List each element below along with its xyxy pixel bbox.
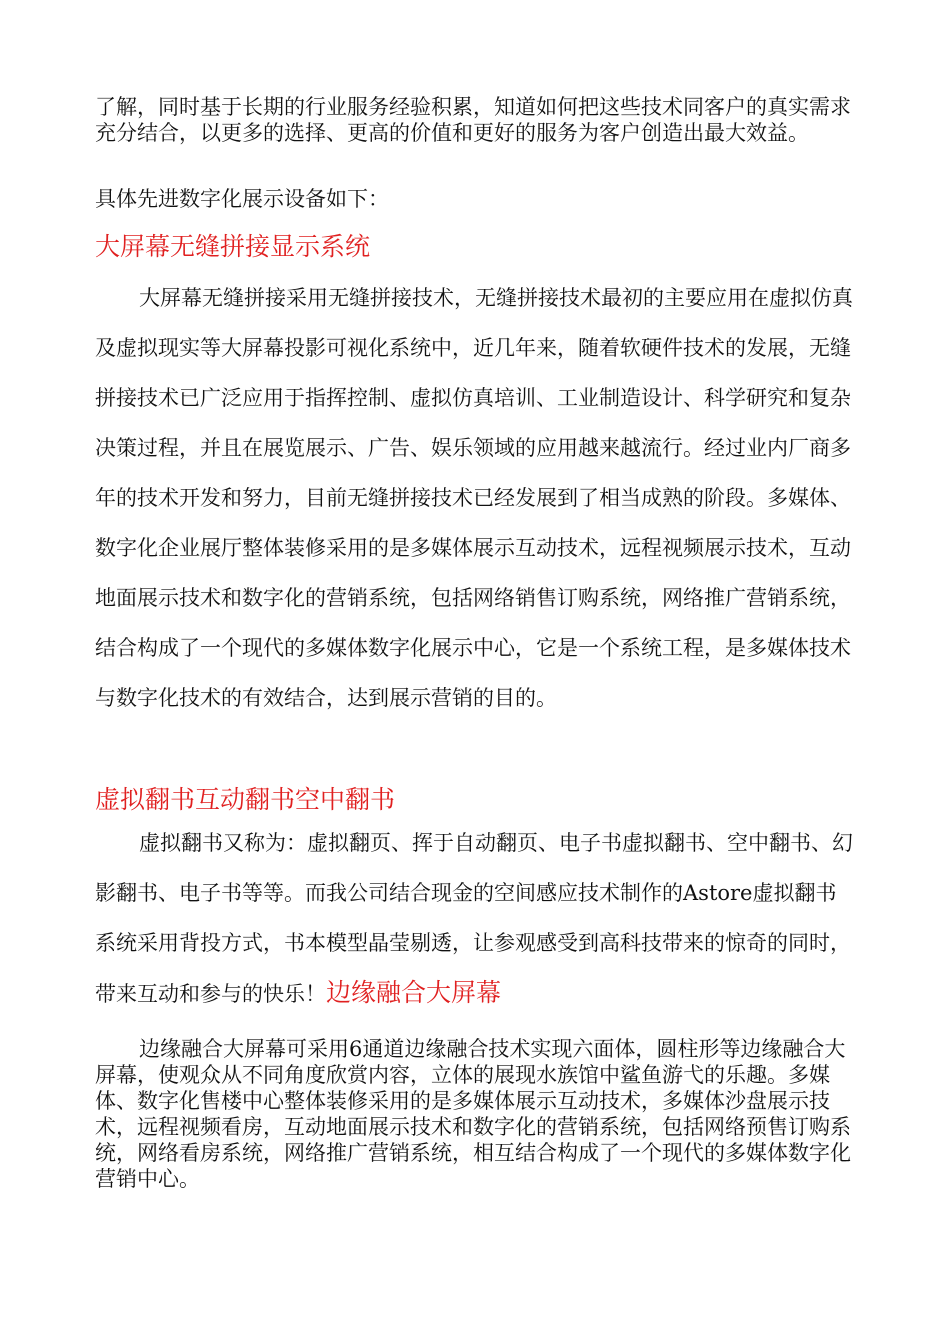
section1-heading: 大屏幕无缝拼接显示系统 <box>95 232 371 261</box>
intro-paragraph: 了解，同时基于长期的行业服务经验积累，知道如何把这些技术同客户的真实需求充分结合，以更多的选择、更高的价值和更好的服务为客户创造出最大效益。 <box>95 95 851 145</box>
section2-body: 虚拟翻书又称为：虚拟翻页、挥于自动翻页、电子书虚拟翻书、空中翻书、幻影翻书、电子书等等。而我公司结合现金的空间感应技术制作的Astore虚拟翻书系统采用背投方式，书本模型晶莹剔透，让参观感受到高科技带来的惊奇的同时，带来互动和参与的快乐！ <box>95 831 853 1006</box>
intro-lead: 具体先进数字化展示设备如下： <box>95 187 389 211</box>
section1-body: 大屏幕无缝拼接采用无缝拼接技术，无缝拼接技术最初的主要应用在虚拟仿真及虚拟现实等大屏幕投影可视化系统中，近几年来，随着软硬件技术的发展，无缝拼接技术已广泛应用于指挥控制、虚拟仿真培训、工业制造设计、科学研究和复杂决策过程，并且在展览展示、广告、娱乐领域的应用越来越流行。经过业内厂商多年的技术开发和努力，目前无缝拼接技术已经发展到了相当成熟的阶段。多媒体、数字化企业展厅整体装修采用的是多媒体展示互动技术，远程视频展示技术，互动地面展示技术和数字化的营销系统，包括网络销售订购系统，网络推广营销系统，结合构成了一个现代的多媒体数字化展示中心，它是一个系统工程，是多媒体技术与数字化技术的有效结合，达到展示营销的目的。 <box>95 286 853 710</box>
section2-body-paragraph <box>95 818 855 1019</box>
section2-heading: 虚拟翻书互动翻书空中翻书 <box>95 785 396 814</box>
section3-heading: 边缘融合大屏幕 <box>326 978 502 1007</box>
section3-body: 边缘融合大屏幕可采用6通道边缘融合技术实现六面体，圆柱形等边缘融合大屏幕，使观众从不同角度欣赏内容，立体的展现水族馆中鲨鱼游弋的乐趣。多媒体、数字化售楼中心整体装修采用的是多媒体展示互动技术，多媒体沙盘展示技术，远程视频看房，互动地面展示技术和数字化的营销系统，包括网络预售订购系统，网络看房系统，网络推广营销系统，相互结合构成了一个现代的多媒体数字化营销中心。 <box>95 1037 851 1191</box>
